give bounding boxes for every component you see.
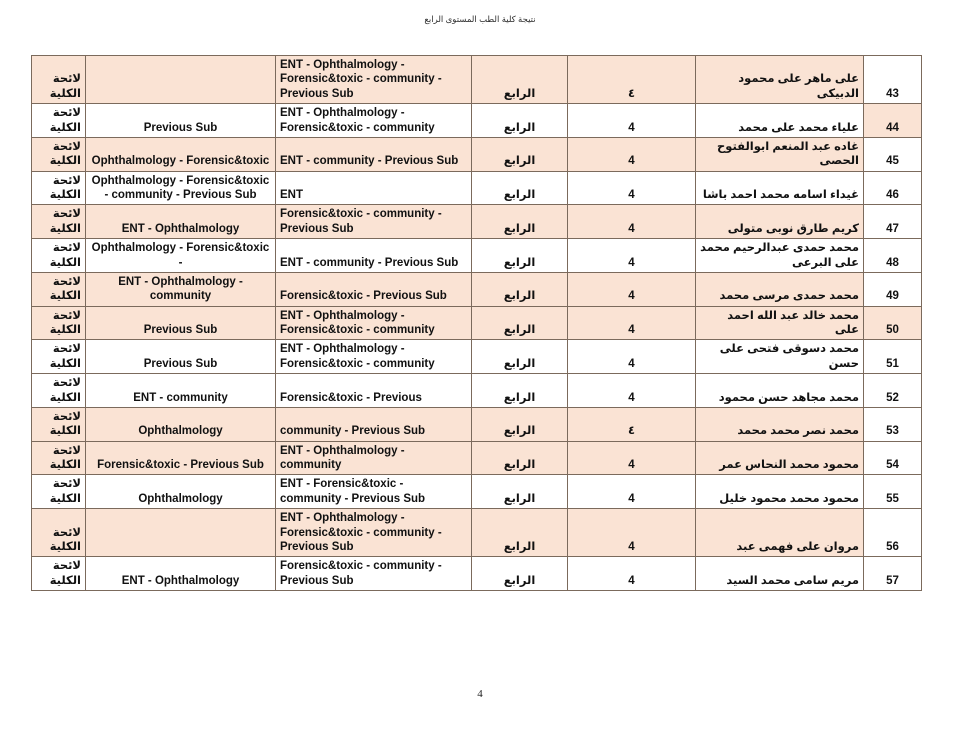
cell-student-name: محمد خالد عبد الله احمد على xyxy=(696,306,864,340)
cell-student-name: محمود محمد النحاس عمر xyxy=(696,441,864,475)
table-row xyxy=(32,272,922,306)
cell-index: 55 xyxy=(864,475,922,509)
table-row xyxy=(32,340,922,374)
cell-subjects-left: ENT - Ophthalmology - community xyxy=(86,272,276,306)
cell-number: 4 xyxy=(568,340,696,374)
cell-level: الرابع xyxy=(472,56,568,104)
cell-index: 53 xyxy=(864,407,922,441)
cell-student-name: على ماهر على محمود الدبيكى xyxy=(696,56,864,104)
cell-level: الرابع xyxy=(472,137,568,171)
cell-level: الرابع xyxy=(472,340,568,374)
table-row xyxy=(32,137,922,171)
cell-subjects-right: ENT - Ophthalmology - Forensic&toxic - community - Previous Sub xyxy=(276,56,472,104)
table-row xyxy=(32,306,922,340)
cell-number: 4 xyxy=(568,239,696,273)
cell-student-name: محمد مجاهد حسن محمود xyxy=(696,374,864,408)
cell-student-name: محمد حمدى عبدالرحيم محمد على البرعى xyxy=(696,239,864,273)
cell-student-name: محمود محمد محمود خليل xyxy=(696,475,864,509)
cell-student-name: علياء محمد على محمد xyxy=(696,104,864,138)
cell-subjects-left: Ophthalmology - Forensic&toxic - community - Previous Sub xyxy=(86,171,276,205)
cell-subjects-left: Ophthalmology - Forensic&toxic xyxy=(86,137,276,171)
cell-subjects-left: Ophthalmology - Forensic&toxic - xyxy=(86,239,276,273)
cell-number: 4 xyxy=(568,272,696,306)
cell-index: 45 xyxy=(864,137,922,171)
cell-level: الرابع xyxy=(472,509,568,557)
cell-number: 4 xyxy=(568,171,696,205)
table-row xyxy=(32,407,922,441)
cell-subjects-left: Previous Sub xyxy=(86,104,276,138)
cell-level: الرابع xyxy=(472,205,568,239)
table-row xyxy=(32,374,922,408)
cell-index: 46 xyxy=(864,171,922,205)
cell-index: 56 xyxy=(864,509,922,557)
cell-number: ٤ xyxy=(568,56,696,104)
cell-subjects-right: community - Previous Sub xyxy=(276,407,472,441)
cell-level: الرابع xyxy=(472,272,568,306)
cell-regulation: لائحة الكلية xyxy=(32,306,86,340)
cell-subjects-right: ENT - Ophthalmology - Forensic&toxic - community xyxy=(276,104,472,138)
cell-regulation: لائحة الكلية xyxy=(32,340,86,374)
table-row xyxy=(32,475,922,509)
cell-regulation: لائحة الكلية xyxy=(32,475,86,509)
cell-number: 4 xyxy=(568,441,696,475)
cell-subjects-right: ENT - community - Previous Sub xyxy=(276,137,472,171)
cell-subjects-left: Ophthalmology xyxy=(86,475,276,509)
cell-index: 54 xyxy=(864,441,922,475)
cell-regulation: لائحة الكلية xyxy=(32,374,86,408)
cell-subjects-left: ENT - community xyxy=(86,374,276,408)
cell-level: الرابع xyxy=(472,374,568,408)
cell-subjects-right: Forensic&toxic - community - Previous Sub xyxy=(276,205,472,239)
cell-number: 4 xyxy=(568,306,696,340)
cell-subjects-left: Forensic&toxic - Previous Sub xyxy=(86,441,276,475)
cell-level: الرابع xyxy=(472,441,568,475)
cell-subjects-right: ENT - Forensic&toxic - community - Previous Sub xyxy=(276,475,472,509)
cell-subjects-left xyxy=(86,509,276,557)
table-row xyxy=(32,557,922,591)
cell-subjects-left: Previous Sub xyxy=(86,306,276,340)
cell-subjects-left: ENT - Ophthalmology xyxy=(86,205,276,239)
cell-number: 4 xyxy=(568,104,696,138)
cell-index: 50 xyxy=(864,306,922,340)
cell-student-name: محمد دسوقى فتحى على حسن xyxy=(696,340,864,374)
cell-number: 4 xyxy=(568,509,696,557)
cell-subjects-right: Forensic&toxic - Previous xyxy=(276,374,472,408)
cell-student-name: مريم سامى محمد السيد xyxy=(696,557,864,591)
cell-regulation: لائحة الكلية xyxy=(32,104,86,138)
table-row xyxy=(32,239,922,273)
table-row xyxy=(32,104,922,138)
cell-level: الرابع xyxy=(472,557,568,591)
cell-regulation: لائحة الكلية xyxy=(32,557,86,591)
cell-level: الرابع xyxy=(472,104,568,138)
cell-subjects-right: ENT - Ophthalmology - Forensic&toxic - community xyxy=(276,306,472,340)
cell-regulation: لائحة الكلية xyxy=(32,407,86,441)
cell-student-name: مروان على فهمى عبد xyxy=(696,509,864,557)
cell-subjects-left: Ophthalmology xyxy=(86,407,276,441)
cell-number: 4 xyxy=(568,374,696,408)
table-row xyxy=(32,441,922,475)
cell-index: 47 xyxy=(864,205,922,239)
cell-regulation: لائحة الكلية xyxy=(32,56,86,104)
results-table-container xyxy=(32,55,922,591)
cell-number: 4 xyxy=(568,137,696,171)
cell-subjects-right: ENT - Ophthalmology - Forensic&toxic - community xyxy=(276,340,472,374)
results-table xyxy=(31,55,922,591)
cell-number: 4 xyxy=(568,475,696,509)
cell-subjects-right: ENT - Ophthalmology - Forensic&toxic - community - Previous Sub xyxy=(276,509,472,557)
cell-subjects-right: ENT - Ophthalmology - community xyxy=(276,441,472,475)
page-number: 4 xyxy=(477,688,483,700)
cell-level: الرابع xyxy=(472,171,568,205)
cell-level: الرابع xyxy=(472,407,568,441)
cell-number: 4 xyxy=(568,557,696,591)
cell-regulation: لائحة الكلية xyxy=(32,509,86,557)
cell-level: الرابع xyxy=(472,475,568,509)
cell-regulation: لائحة الكلية xyxy=(32,441,86,475)
cell-student-name: محمد حمدى مرسى محمد xyxy=(696,272,864,306)
cell-number: 4 xyxy=(568,205,696,239)
cell-subjects-left xyxy=(86,56,276,104)
table-row xyxy=(32,205,922,239)
cell-subjects-right: ENT xyxy=(276,171,472,205)
cell-student-name: كريم طارق نوبى متولى xyxy=(696,205,864,239)
cell-regulation: لائحة الكلية xyxy=(32,239,86,273)
cell-regulation: لائحة الكلية xyxy=(32,205,86,239)
cell-student-name: غاده عبد المنعم ابوالفتوح الحصى xyxy=(696,137,864,171)
cell-regulation: لائحة الكلية xyxy=(32,272,86,306)
cell-number: ٤ xyxy=(568,407,696,441)
cell-regulation: لائحة الكلية xyxy=(32,137,86,171)
cell-student-name: محمد نصر محمد محمد xyxy=(696,407,864,441)
document-header-title: نتيجة كلية الطب المستوى الرابع xyxy=(424,14,536,24)
cell-regulation: لائحة الكلية xyxy=(32,171,86,205)
table-row xyxy=(32,171,922,205)
cell-index: 43 xyxy=(864,56,922,104)
cell-subjects-right: Forensic&toxic - community - Previous Sub xyxy=(276,557,472,591)
table-row xyxy=(32,56,922,104)
table-row xyxy=(32,509,922,557)
cell-subjects-right: ENT - community - Previous Sub xyxy=(276,239,472,273)
cell-index: 52 xyxy=(864,374,922,408)
results-table-body xyxy=(32,56,922,591)
cell-index: 48 xyxy=(864,239,922,273)
cell-index: 49 xyxy=(864,272,922,306)
cell-student-name: غيداء اسامه محمد احمد باشا xyxy=(696,171,864,205)
cell-subjects-left: Previous Sub xyxy=(86,340,276,374)
cell-subjects-left: ENT - Ophthalmology xyxy=(86,557,276,591)
cell-index: 57 xyxy=(864,557,922,591)
cell-index: 44 xyxy=(864,104,922,138)
cell-index: 51 xyxy=(864,340,922,374)
cell-level: الرابع xyxy=(472,239,568,273)
cell-subjects-right: Forensic&toxic - Previous Sub xyxy=(276,272,472,306)
cell-level: الرابع xyxy=(472,306,568,340)
